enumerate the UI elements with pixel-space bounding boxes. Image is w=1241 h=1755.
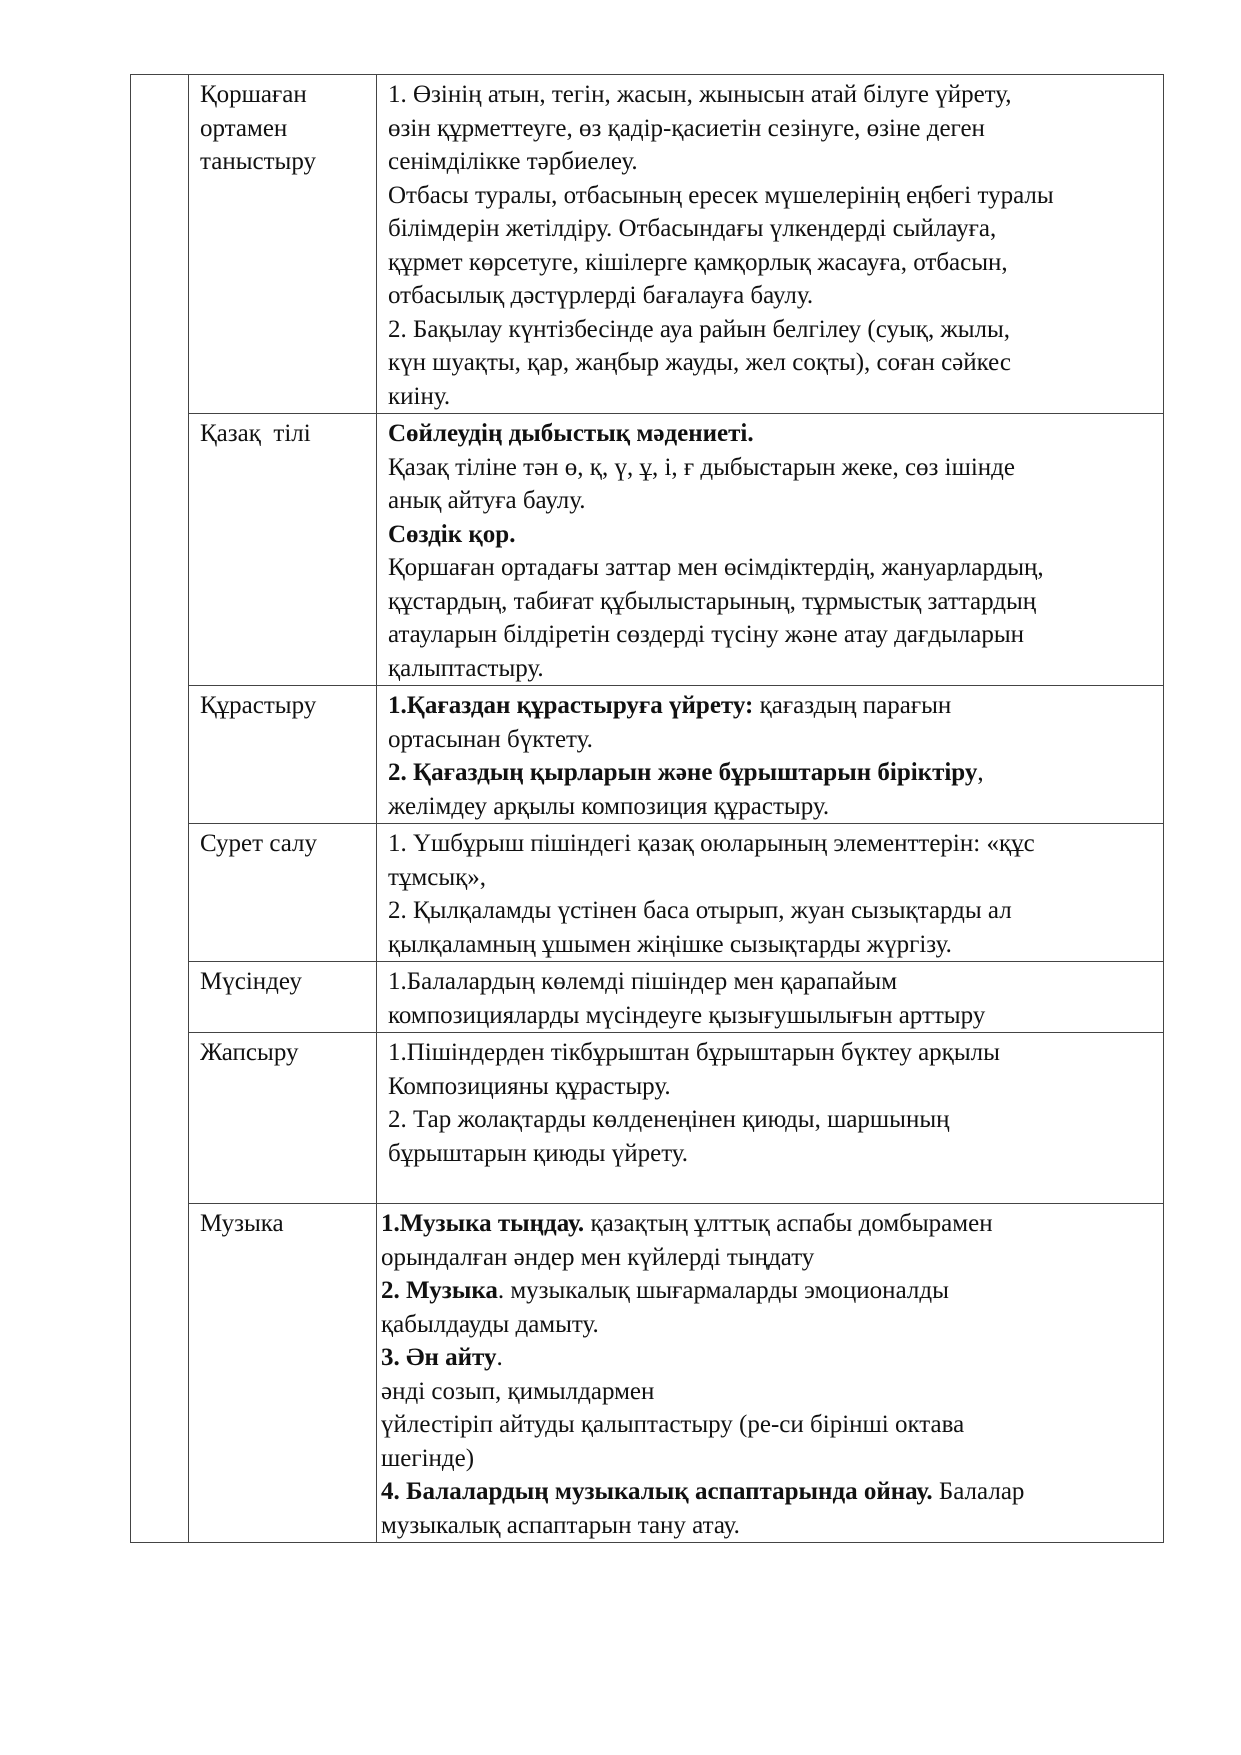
body-text: 1.Пішіндерден тікбұрыштан бұрыштарын бүктеу арқылы [388,1039,1000,1066]
content-line [381,1475,1157,1509]
body-text: орындалған әндер мен күйлерді тыңдату [381,1243,815,1271]
body-text: Отбасы туралы, отбасының ересек мүшелерінің еңбегі туралы [388,181,1054,209]
body-text: қабылдауды дамыту. [381,1310,599,1338]
content-line [381,1207,1157,1241]
subject-label: ортамен [200,114,288,142]
body-text: 2. Бақылау күнтізбесінде ауа райын белгілеу (суық, жылы, [388,315,1011,343]
body-text: күн шуақты, қар, жаңбыр жауды, жел соқты), соған сәйкес [388,349,1011,376]
content-lines [388,1036,1157,1170]
body-text: қалыптастыру. [388,654,544,682]
content-line [388,1070,1157,1104]
bold-heading-text: 2. Музыка [381,1277,498,1304]
content-line [388,551,1157,585]
body-text: сенімділікке тәрбиелеу. [388,148,638,175]
subject-lines [200,689,376,723]
body-text: өзін құрметтеуге, өз қадір-қасиетін сезінуге, өзіне деген [388,114,985,142]
subject-label: Музыка [200,1210,284,1237]
body-text: білімдерін жетілдіру. Отбасындағы үлкендерді сыйлауға, [388,215,997,242]
subject-label: Жапсыру [200,1039,299,1066]
body-text: ортасынан бүктету. [388,725,593,753]
body-text: қағаздың парағын [753,692,952,719]
body-text: Балалар [932,1478,1025,1505]
content-line [388,894,1157,928]
subject-label: Құрастыру [200,692,317,719]
content-lines [388,417,1157,685]
table-row [131,824,1164,962]
content-lines [388,965,1157,1032]
subject-cell [189,824,377,962]
curriculum-table [130,74,1164,1543]
content-line [388,1036,1157,1070]
content-line [388,246,1157,280]
subject-cell [189,1033,377,1204]
subject-cell [189,414,377,686]
content-line [388,965,1157,999]
subject-label: таныстыру [200,148,316,175]
content-line [381,1375,1157,1409]
subject-lines [200,417,376,451]
content-line [388,380,1157,414]
subject-cell [189,962,377,1033]
content-line [381,1442,1157,1476]
content-line [388,585,1157,619]
content-line [388,756,1157,790]
content-line [388,861,1157,895]
subject-lines [200,827,376,861]
table-row [131,1033,1164,1204]
bold-heading-text: Сөздік қор. [388,520,516,548]
body-text: шегінде) [381,1444,475,1472]
body-text: 1. Үшбұрыш пішіндегі қазақ оюларының элементтерін: «құс [388,830,1035,857]
content-line [388,78,1157,112]
content-cell [377,686,1164,824]
content-line [388,313,1157,347]
content-line [388,279,1157,313]
table-row [131,962,1164,1033]
subject-label: Мүсіндеу [200,968,302,995]
body-text: 2. Тар жолақтарды көлденеңінен қиюды, шаршының [388,1106,950,1133]
content-line [388,652,1157,686]
body-text: Қазақ тіліне тән ө, қ, ү, ұ, і, ғ дыбыстарын жеке, сөз ішінде [388,453,1016,481]
content-line [388,827,1157,861]
subject-lines [200,1036,376,1070]
body-text: . [496,1344,503,1371]
body-text: бұрыштарын қиюды үйрету. [388,1139,689,1167]
content-line [388,451,1157,485]
body-text: Композицияны құрастыру. [388,1072,671,1100]
body-text: музыкалық аспаптарын тану атау. [381,1511,740,1539]
content-line [388,790,1157,824]
content-line [388,145,1157,179]
content-line [388,1103,1157,1137]
subject-label: Қазақ тілі [200,420,311,447]
table-row [131,686,1164,824]
bold-heading-text: 2. Қағаздың қырларын және бұрыштарын біріктіру [388,759,978,786]
body-text: құрмет көрсетуге, кішілерге қамқорлық жасауға, отбасын, [388,248,1008,276]
subject-lines [200,965,376,999]
content-line [388,484,1157,518]
body-text: . музыкалық шығармаларды эмоционалды [497,1277,949,1304]
content-lines [388,827,1157,961]
body-text: 2. Қылқаламды үстінен баса отырып, жуан сызықтарды ал [388,897,1012,924]
body-text: үйлестіріп айтуды қалыптастыру (ре-си бірінші октава [381,1411,965,1438]
content-line [381,1241,1157,1275]
content-line [381,1274,1157,1308]
body-text: 1.Балалардың көлемді пішіндер мен қарапайым [388,968,898,995]
content-line [388,417,1157,451]
content-lines [388,78,1157,413]
content-lines [388,689,1157,823]
content-line [388,212,1157,246]
content-line [381,1408,1157,1442]
content-cell [377,1033,1164,1204]
subject-label: Қоршаған [200,81,307,108]
body-text: киіну. [388,382,451,410]
content-lines [381,1207,1157,1542]
body-text: атауларын білдіретін сөздерді түсіну және атау дағдыларын [388,621,1025,648]
bold-heading-text: 1.Қағаздан құрастыруға үйрету: [388,692,754,719]
subject-lines [200,78,376,179]
subject-cell [189,1204,377,1543]
content-line [381,1308,1157,1342]
content-cell [377,75,1164,414]
body-text: қылқаламның ұшымен жіңішке сызықтарды жүргізу. [388,930,952,958]
body-text: Қоршаған ортадағы заттар мен өсімдіктердің, жануарлардың, [388,554,1044,581]
body-text: желімдеу арқылы композиция құрастыру. [388,792,830,820]
content-line [388,179,1157,213]
subject-lines [200,1207,376,1241]
subject-label: Сурет салу [200,830,318,857]
bold-heading-text: 1.Музыка тыңдау. [381,1210,585,1237]
body-text: қазақтың ұлттық аспабы домбырамен [584,1210,993,1237]
content-line [388,999,1157,1033]
content-line [388,1137,1157,1171]
body-text: 1. Өзінің атын, тегін, жасын, жынысын атай білуге үйрету, [388,81,1012,108]
content-line [381,1341,1157,1375]
body-text: әнді созып, қимылдармен [381,1377,655,1405]
table-row [131,75,1164,414]
content-cell [377,962,1164,1033]
content-cell [377,824,1164,962]
empty-first-column-cell [131,75,189,1543]
bold-heading-text: 3. Ән айту [381,1344,497,1371]
content-line [388,112,1157,146]
body-text: отбасылық дәстүрлерді бағалауға баулу. [388,282,814,309]
content-line [388,689,1157,723]
content-line [388,928,1157,962]
body-text: композицияларды мүсіндеуге қызығушылығын арттыру [388,1001,986,1029]
content-line [381,1509,1157,1543]
table-row [131,1204,1164,1543]
content-cell [377,1204,1164,1543]
subject-cell [189,686,377,824]
body-text: тұмсық», [388,863,487,891]
body-text: , [977,759,984,786]
content-line [388,618,1157,652]
content-line [388,346,1157,380]
table-row [131,414,1164,686]
body-text: анық айтуға баулу. [388,487,586,514]
content-cell [377,414,1164,686]
content-line [388,518,1157,552]
content-line [388,723,1157,757]
body-text: құстардың, табиғат құбылыстарының, тұрмыстық заттардың [388,587,1037,615]
subject-cell [189,75,377,414]
bold-heading-text: Сөйлеудің дыбыстық мәдениеті. [388,420,754,447]
bold-heading-text: 4. Балалардың музыкалық аспаптарында ойнау. [381,1478,933,1505]
